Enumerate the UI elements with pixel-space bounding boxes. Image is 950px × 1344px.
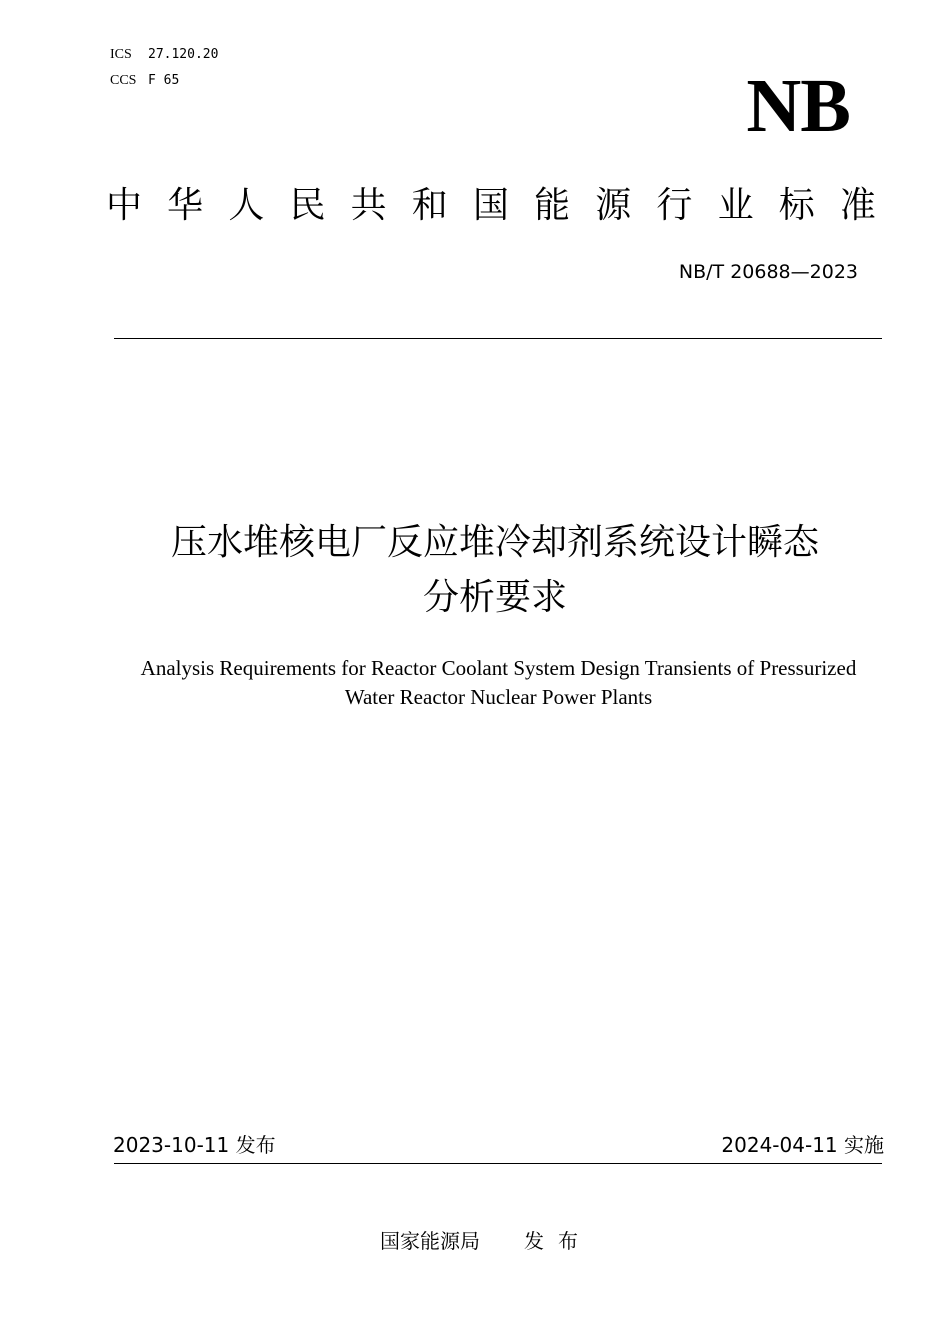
publish-date: 2023-10-11 [113,1133,230,1157]
publish-date-block [113,1131,276,1159]
effective-date: 2024-04-11 [721,1133,838,1157]
chinese-title-line-1: 压水堆核电厂反应堆冷却剂系统设计瞬态 [170,522,819,563]
issuer-action: 发布 [524,1229,592,1253]
standard-type-char: 源 [595,185,632,226]
bottom-divider [114,1163,882,1164]
ics-label: ICS [110,47,132,62]
standard-number: NB/T 20688—2023 [678,261,858,283]
english-title-line-1: Analysis Requirements for Reactor Coolant System Design Transients of Pressurized [140,656,857,680]
standard-type-char: 人 [228,185,265,226]
publish-label: 发布 [235,1133,276,1157]
standard-type-char: 华 [167,185,204,226]
standard-type-char: 标 [778,185,815,226]
ics-value: 27.120.20 [148,47,219,62]
ics-code [110,46,218,63]
standard-type-char: 业 [717,185,754,226]
effective-label: 实施 [844,1133,884,1157]
standard-type-char: 民 [289,185,326,226]
standard-type-title [106,183,876,229]
standard-type-char: 和 [411,185,448,226]
ccs-code [110,72,179,89]
nb-logo: NB [746,64,850,148]
chinese-title-line-2: 分析要求 [422,577,567,618]
effective-date-block [721,1131,884,1159]
standard-type-char: 行 [656,185,693,226]
standard-type-char: 能 [534,185,571,226]
top-divider [114,338,882,339]
standard-type-char: 共 [350,185,387,226]
english-title-line-2: Water Reactor Nuclear Power Plants [344,685,653,709]
issuer-name: 国家能源局 [380,1229,480,1253]
ccs-value: F 65 [148,73,180,88]
ccs-label: CCS [110,73,137,88]
standard-type-char: 国 [472,185,509,226]
standard-type-char: 准 [839,185,876,226]
issuer-line [380,1227,592,1255]
standard-type-char: 中 [106,185,143,226]
